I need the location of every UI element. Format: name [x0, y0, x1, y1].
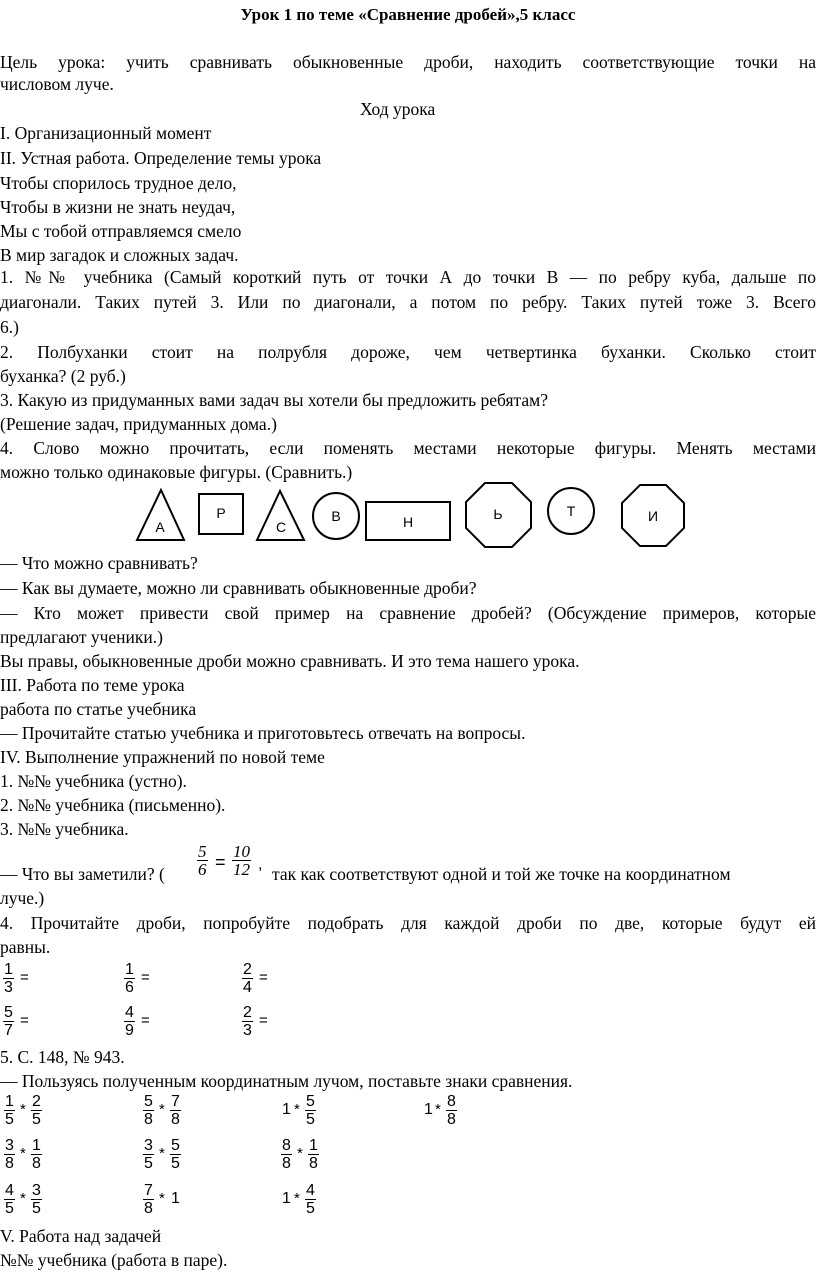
fraction	[446, 1093, 457, 1128]
task-2-line-1: 2. Полбуханки стоит на полрубля дороже, чем четвертинка буханки. Сколько стоит	[0, 342, 816, 362]
task-3-line-1: 3. Какую из придуманных вами задач вы хотели бы предложить ребятам?	[0, 390, 548, 410]
question-line: — Как вы думаете, можно ли сравнивать обыкновенные дроби?	[0, 578, 477, 598]
question-line: — Кто может привести свой пример на сравнение дробей? (Обсуждение примеров, которые	[0, 603, 816, 623]
course-heading: Ход урока	[360, 99, 436, 119]
goal-line-1: Цель урока: учить сравнивать обыкновенные дроби, находить соответствующие точки на	[0, 52, 816, 72]
denominator: 5	[32, 1111, 41, 1128]
fraction	[4, 1093, 15, 1128]
whole-number: 1	[171, 1190, 180, 1207]
exercise-5-text: — Пользуясь полученным координатным лучом, поставьте знаки сравнения.	[0, 1071, 573, 1091]
comparison-placeholder: *	[159, 1190, 165, 1207]
noticed-prefix: — Что вы заметили? (	[0, 864, 165, 884]
denominator: 12	[233, 860, 250, 879]
fraction	[143, 1182, 154, 1217]
comparison-placeholder: *	[294, 1101, 300, 1118]
document-title: Урок 1 по теме «Сравнение дробей»,5 класс	[240, 5, 576, 24]
equals-sign: =	[141, 1012, 150, 1029]
fraction	[143, 1093, 154, 1128]
comparison-placeholder: *	[435, 1101, 441, 1118]
denominator: 8	[171, 1111, 180, 1128]
exercise-5-line: 5. С. 148, № 943.	[0, 1047, 125, 1067]
task-2-line-2: буханка? (2 руб.)	[0, 366, 126, 386]
exercise-line: 1. №№ учебника (устно).	[0, 771, 187, 791]
numerator: 4	[306, 1182, 315, 1199]
poem-line: Чтобы спорилось трудное дело,	[0, 173, 237, 193]
equals-sign: =	[259, 1012, 268, 1029]
fraction	[124, 961, 135, 996]
comparison-placeholder: *	[20, 1145, 26, 1162]
question-line: предлагают ученики.)	[0, 627, 163, 647]
comparison-placeholder: *	[20, 1190, 26, 1207]
comparison-placeholder: *	[159, 1145, 165, 1162]
task-4-line-2: можно только одинаковые фигуры. (Сравнить.)	[0, 462, 353, 482]
section-5-heading: V. Работа над задачей	[0, 1226, 162, 1246]
section-4-heading: IV. Выполнение упражнений по новой теме	[0, 747, 325, 767]
denominator: 3	[243, 1022, 252, 1039]
fraction	[197, 843, 208, 878]
denominator: 6	[125, 979, 134, 996]
denominator: 5	[171, 1155, 180, 1172]
numerator: 1	[4, 961, 13, 978]
poem-line: Чтобы в жизни не знать неудач,	[0, 197, 236, 217]
task-3-line-2: (Решение задач, придуманных дома.)	[0, 414, 277, 434]
poem-line: Мы с тобой отправляемся смело	[0, 221, 242, 241]
numerator: 5	[306, 1093, 315, 1110]
fraction	[305, 1093, 316, 1128]
task-1-line-1: 1. №№ учебника (Самый короткий путь от точки А до точки В — по ребру куба, дальше по	[0, 267, 816, 287]
section-3-line: работа по статье учебника	[0, 699, 197, 719]
denominator: 5	[5, 1200, 14, 1217]
shape-letter: А	[155, 519, 165, 535]
task-1-line-2: диагонали. Таких путей 3. Или по диагонали, а потом по ребру. Таких путей тоже 3. Всего	[0, 292, 816, 312]
noticed-suffix: так как соответствуют одной и той же точке на координатном	[272, 864, 731, 884]
denominator: 8	[144, 1200, 153, 1217]
equals-sign: =	[215, 852, 226, 872]
denominator: 8	[32, 1155, 41, 1172]
exercise-4-line-2: равны.	[0, 937, 51, 957]
numerator: 1	[5, 1093, 14, 1110]
denominator: 8	[144, 1111, 153, 1128]
section-1-heading: I. Организационный момент	[0, 123, 212, 143]
fraction	[3, 1004, 14, 1039]
comparison-placeholder: *	[294, 1190, 300, 1207]
equals-sign: =	[20, 969, 29, 986]
task-4-line-1: 4. Слово можно прочитать, если поменять местами некоторые фигуры. Менять местами	[0, 438, 816, 458]
numerator: 7	[171, 1093, 180, 1110]
denominator: 8	[282, 1155, 291, 1172]
equals-sign: =	[20, 1012, 29, 1029]
fraction	[170, 1137, 181, 1172]
section-3-heading: III. Работа по теме урока	[0, 675, 185, 695]
denominator: 7	[4, 1022, 13, 1039]
denominator: 8	[447, 1111, 456, 1128]
numerator: 4	[125, 1004, 134, 1021]
whole-number: 1	[282, 1101, 291, 1118]
denominator: 5	[5, 1111, 14, 1128]
numerator: 10	[233, 842, 250, 861]
fraction	[4, 1137, 15, 1172]
fraction	[31, 1137, 42, 1172]
numerator: 3	[32, 1182, 41, 1199]
equals-sign: =	[141, 969, 150, 986]
numerator: 2	[32, 1093, 41, 1110]
numerator: 5	[171, 1137, 180, 1154]
comparison-placeholder: *	[159, 1101, 165, 1118]
fraction	[124, 1004, 135, 1039]
fraction	[31, 1182, 42, 1217]
numerator: 5	[4, 1004, 13, 1021]
numerator: 3	[5, 1137, 14, 1154]
fraction	[31, 1093, 42, 1128]
numerator: 7	[144, 1182, 153, 1199]
denominator: 9	[125, 1022, 134, 1039]
exercise-line: 2. №№ учебника (письменно).	[0, 795, 226, 815]
shapes-puzzle	[0, 480, 816, 550]
numerator: 1	[309, 1137, 318, 1154]
numerator: 3	[144, 1137, 153, 1154]
fraction	[170, 1093, 181, 1128]
section-2-heading: II. Устная работа. Определение темы урока	[0, 148, 322, 168]
numerator: 2	[243, 961, 252, 978]
numerator: 8	[282, 1137, 291, 1154]
section-5-line: №№ учебника (работа в паре).	[0, 1250, 228, 1270]
whole-number: 1	[424, 1101, 433, 1118]
shape-letter: С	[275, 519, 287, 535]
numerator: 5	[144, 1093, 153, 1110]
equals-sign: =	[259, 969, 268, 986]
denominator: 6	[198, 860, 207, 879]
comparison-placeholder: *	[297, 1145, 303, 1162]
denominator: 5	[144, 1155, 153, 1172]
fraction	[242, 961, 253, 996]
numerator: 5	[198, 842, 207, 861]
comma: ,	[258, 856, 263, 873]
goal-line-2: числовом луче.	[0, 74, 114, 94]
fraction	[305, 1182, 316, 1217]
task-1-line-3: 6.)	[0, 317, 19, 337]
section-3-line: — Прочитайте статью учебника и приготовьтесь отвечать на вопросы.	[0, 723, 526, 743]
numerator: 1	[32, 1137, 41, 1154]
fraction	[4, 1182, 15, 1217]
denominator: 3	[4, 979, 13, 996]
whole-number: 1	[282, 1190, 291, 1207]
denominator: 8	[5, 1155, 14, 1172]
shape-letter: Р	[216, 505, 226, 521]
denominator: 5	[306, 1200, 315, 1217]
denominator: 8	[309, 1155, 318, 1172]
shape-letter: В	[331, 508, 341, 524]
shape-letter: Н	[402, 514, 414, 530]
numerator: 4	[5, 1182, 14, 1199]
shape-letter: Т	[566, 503, 576, 519]
numerator: 1	[125, 961, 134, 978]
exercise-4-line-1: 4. Прочитайте дроби, попробуйте подобрать для каждой дроби по две, которые будут ей	[0, 913, 816, 933]
fraction	[281, 1137, 292, 1172]
shape-letter: Ь	[493, 506, 503, 522]
fraction	[143, 1137, 154, 1172]
fraction	[308, 1137, 319, 1172]
exercise-line: 3. №№ учебника.	[0, 819, 129, 839]
poem-line: В мир загадок и сложных задач.	[0, 245, 239, 265]
denominator: 5	[32, 1200, 41, 1217]
numerator: 2	[243, 1004, 252, 1021]
numerator: 8	[447, 1093, 456, 1110]
conclusion-line: Вы правы, обыкновенные дроби можно сравнивать. И это тема нашего урока.	[0, 651, 580, 671]
fraction	[242, 1004, 253, 1039]
shape-letter: И	[647, 508, 659, 524]
denominator: 4	[243, 979, 252, 996]
question-line: — Что можно сравнивать?	[0, 553, 198, 573]
denominator: 5	[306, 1111, 315, 1128]
noticed-line-2: луче.)	[0, 888, 45, 908]
fraction	[232, 843, 251, 878]
comparison-placeholder: *	[20, 1101, 26, 1118]
fraction	[3, 961, 14, 996]
